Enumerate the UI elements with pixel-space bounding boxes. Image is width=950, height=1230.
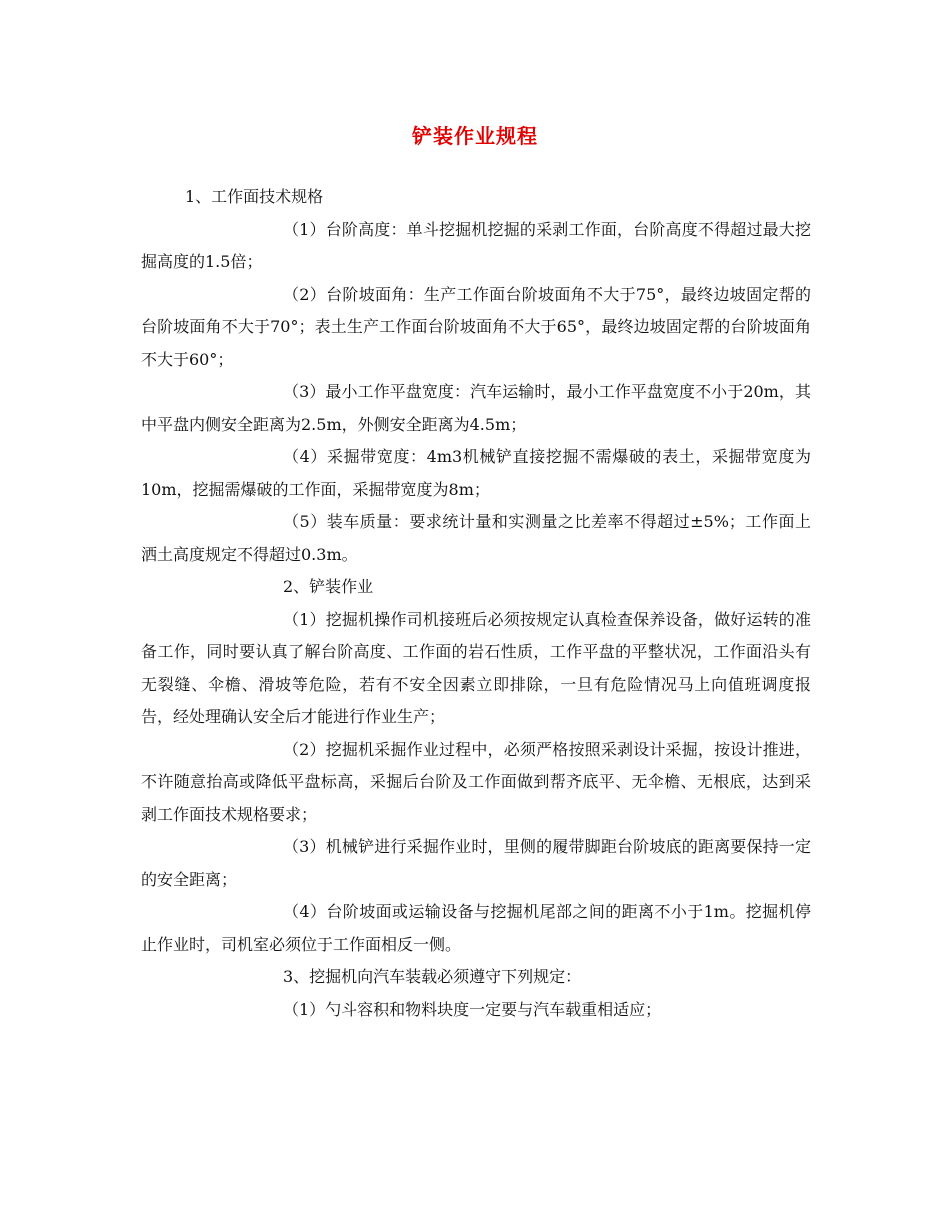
paragraph: （1）勺斗容积和物料块度一定要与汽车载重相适应； [283, 999, 662, 1019]
paragraph: （2）台阶坡面角：生产工作面台阶坡面角不大于75°，最终边坡固定帮的台阶坡面角不大于70°；表土生产工作面台阶坡面角不大于65°，最终边坡固定帮的台阶坡面角不大于60°； [141, 284, 811, 369]
paragraph: （1）挖掘机操作司机接班后必须按规定认真检查保养设备，做好运转的准备工作，同时要认真了解台阶高度、工作面的岩石性质，工作平盘的平整状况，工作面沿头有无裂缝、伞檐、滑坡等危险，若有不安全因素立即排除，一旦有危险情况马上向值班调度报告，经处理确认安全后才能进行作业生产； [141, 609, 811, 726]
paragraph: （2）挖掘机采掘作业过程中，必须严格按照采剥设计采掘，按设计推进，不许随意抬高或降低平盘标高，采掘后台阶及工作面做到帮齐底平、无伞檐、无根底，达到采剥工作面技术规格要求； [141, 739, 811, 824]
paragraph: （1）台阶高度：单斗挖掘机挖掘的采剥工作面，台阶高度不得超过最大挖掘高度的1.5倍； [141, 219, 811, 271]
paragraph: （3）机械铲进行采掘作业时，里侧的履带脚距台阶坡底的距离要保持一定的安全距离； [141, 837, 811, 889]
paragraph: （3）最小工作平盘宽度：汽车运输时，最小工作平盘宽度不小于20m，其中平盘内侧安全距离为2.5m，外侧安全距离为4.5m； [141, 382, 811, 434]
paragraph: （4）台阶坡面或运输设备与挖掘机尾部之间的距离不小于1m。挖掘机停止作业时，司机室必须位于工作面相反一侧。 [141, 902, 811, 954]
paragraph: （4）采掘带宽度：4m3机械铲直接挖掘不需爆破的表土，采掘带宽度为10m，挖掘需爆破的工作面，采掘带宽度为8m； [141, 447, 811, 499]
document-body [141, 181, 811, 1026]
section-heading: 3、挖掘机向汽车装载必须遵守下列规定： [283, 967, 582, 986]
document-title: 铲装作业规程 [412, 124, 538, 148]
section-heading: 2、铲装作业 [283, 577, 374, 596]
paragraph: （5）装车质量：要求统计量和实测量之比差率不得超过±5%；工作面上洒土高度规定不得超过0.3m。 [141, 512, 811, 564]
section-heading: 1、工作面技术规格 [185, 187, 324, 206]
